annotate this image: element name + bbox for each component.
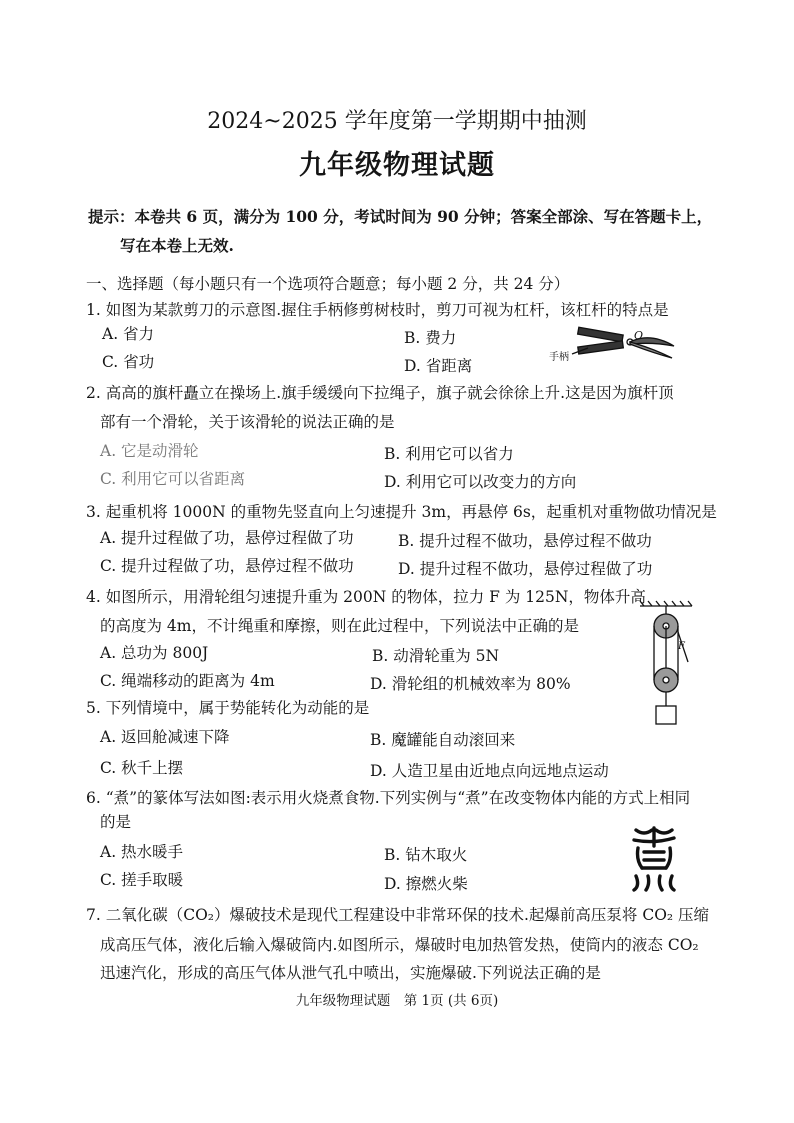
q5-option-a: A. 返回舱减速下降 — [100, 728, 230, 746]
q6-option-d: D. 擦燃火柴 — [384, 875, 468, 893]
q5-option-d: D. 人造卫星由近地点向远地点运动 — [370, 762, 609, 780]
q6-stem-line2: 的是 — [100, 813, 132, 831]
q2-option-d: D. 利用它可以改变力的方向 — [384, 473, 577, 491]
pulley-figure — [636, 600, 698, 732]
q1-option-d: D. 省距离 — [404, 357, 473, 375]
q3-option-a: A. 提升过程做了功，悬停过程做了功 — [100, 529, 354, 547]
page-footer: 九年级物理试题 第 1页 (共 6页) — [295, 993, 499, 1009]
q2-stem-line1: 2. 高高的旗杆矗立在操场上.旗手缓缓向下拉绳子，旗子就会徐徐上升.这是因为旗杆顶 — [86, 384, 674, 402]
q4-option-c: C. 绳端移动的距离为 4m — [100, 672, 275, 690]
q2-option-a: A. 它是动滑轮 — [100, 442, 199, 460]
q1-option-c: C. 省功 — [102, 353, 155, 371]
q3-option-b: B. 提升过程不做功，悬停过程不做功 — [398, 532, 652, 550]
q5-option-b: B. 魔罐能自动滚回来 — [370, 731, 516, 749]
shears-handle-label: 手柄 — [549, 352, 569, 363]
q3-stem: 3. 起重机将 1000N 的重物先竖直向上匀速提升 3m，再悬停 6s，起重机对重物做功情况是 — [86, 503, 717, 521]
q4-option-b: B. 动滑轮重为 5N — [372, 647, 500, 665]
q5-option-c: C. 秋千上摆 — [100, 759, 184, 777]
q4-option-d: D. 滑轮组的机械效率为 80% — [370, 675, 571, 693]
q7-stem-line3: 迅速汽化，形成的高压气体从泄气孔中喷出，实施爆破.下列说法正确的是 — [100, 964, 601, 982]
q4-stem-line1: 4. 如图所示，用滑轮组匀速提升重为 200N 的物体，拉力 F 为 125N，物体升高 — [86, 588, 646, 606]
q2-stem-line2: 部有一个滑轮，关于该滑轮的说法正确的是 — [100, 413, 395, 431]
q2-option-b: B. 利用它可以省力 — [384, 445, 514, 463]
pulley-force-label: F — [678, 641, 685, 652]
q3-option-c: C. 提升过程做了功，悬停过程不做功 — [100, 557, 354, 575]
q5-stem: 5. 下列情境中，属于势能转化为动能的是 — [86, 699, 370, 717]
q1-option-b: B. 费力 — [404, 329, 457, 347]
notice-line-1: 提示：本卷共 6 页，满分为 100 分，考试时间为 90 分钟；答案全部涂、写在答题卡上， — [88, 207, 713, 226]
q7-stem-line2: 成高压气体，液化后输入爆破筒内.如图所示，爆破时电加热管发热，使筒内的液态 CO₂ — [100, 936, 699, 954]
q4-stem-line2: 的高度为 4m，不计绳重和摩擦，则在此过程中，下列说法中正确的是 — [100, 617, 579, 635]
q3-option-d: D. 提升过程不做功，悬停过程做了功 — [398, 560, 653, 578]
section-heading: 一、选择题（每小题只有一个选项符合题意；每小题 2 分，共 24 分） — [86, 275, 570, 293]
q1-stem: 1. 如图为某款剪刀的示意图.握住手柄修剪树枝时，剪刀可视为杠杆，该杠杆的特点是 — [86, 301, 669, 319]
q6-option-a: A. 热水暖手 — [100, 843, 184, 861]
q6-option-c: C. 搓手取暖 — [100, 871, 184, 889]
seal-script-character — [628, 824, 680, 894]
exam-subject-title: 九年级物理试题 — [299, 150, 495, 181]
q1-option-a: A. 省力 — [102, 325, 155, 343]
q4-option-a: A. 总功为 800J — [100, 644, 209, 662]
q6-option-b: B. 钻木取火 — [384, 846, 468, 864]
q7-stem-line1: 7. 二氧化碳（CO₂）爆破技术是现代工程建设中非常环保的技术.起爆前高压泵将 CO₂ 压缩 — [86, 906, 710, 924]
exam-term-title: 2024~2025 学年度第一学期期中抽测 — [207, 109, 587, 134]
q2-option-c: C. 利用它可以省距离 — [100, 470, 246, 488]
shears-pivot-label: O — [634, 329, 644, 342]
q6-stem-line1: 6. “煮”的篆体写法如图:表示用火烧煮食物.下列实例与“煮”在改变物体内能的方式上相同 — [86, 789, 691, 807]
notice-line-2: 写在本卷上无效. — [120, 236, 234, 255]
